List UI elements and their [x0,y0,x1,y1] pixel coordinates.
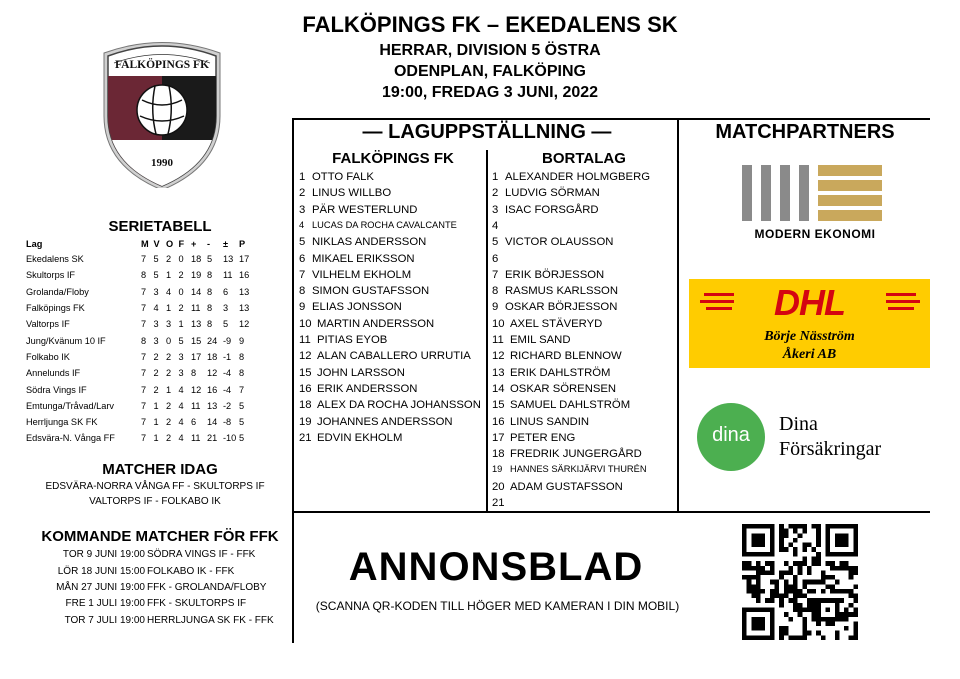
stat-cell: 7 [141,417,147,428]
stat-cell: 3 [153,286,159,297]
divider-lineup [486,150,488,512]
stat-cell: -2 [223,400,232,411]
player-number: 13 [492,366,505,379]
player-number: 10 [492,317,505,330]
player-number: 2 [492,187,499,200]
stat-cell: 5 [153,254,159,265]
stat-cell: 8 [191,368,197,379]
player-row [492,269,604,281]
player-number: 18 [299,399,312,412]
player-row [492,187,600,199]
player-number: 2 [299,187,306,200]
player-row [492,481,623,493]
division: HERRAR, DIVISION 5 ÖSTRA [379,42,601,59]
stat-cell: -8 [223,417,232,428]
team-name: Valtorps IF [26,319,70,330]
player-name: LUCAS DA ROCHA CAVALCANTE [312,219,457,230]
annonsblad-title: ANNONSBLAD [348,545,644,589]
stat-cell: 18 [191,254,202,265]
player-row [299,334,387,346]
stat-cell: 13 [223,254,234,265]
player-number: 17 [492,431,505,444]
team-name: Grolanda/Floby [26,286,89,297]
stat-cell: 7 [141,303,147,314]
stat-cell: 5 [153,270,159,281]
dina-name-line2: Försäkringar [779,438,882,460]
crest-year: 1990 [151,157,173,169]
player-row [492,383,616,395]
league-table [26,237,255,447]
stat-cell: 4 [178,400,184,411]
player-row [492,464,647,474]
player-row [492,432,575,444]
stat-cell: 7 [141,433,147,444]
col-header: F [178,239,185,249]
upcoming-date: TOR 7 JULI 19:00 [64,615,145,626]
stat-cell: 4 [153,303,159,314]
player-name: ELIAS JONSSON [312,301,402,314]
stat-cell: -10 [223,433,237,444]
stat-cell: 17 [239,254,250,265]
player-number: 19 [492,464,503,475]
player-row [492,236,613,248]
stat-cell: 16 [239,270,250,281]
stat-cell: 2 [166,433,172,444]
dhl-logo-text: DHL [774,282,845,323]
stat-cell: 3 [178,351,184,362]
stat-cell: 21 [207,433,218,444]
player-row [492,334,570,346]
modern-ekonomi-text: MODERN EKONOMI [754,227,876,241]
player-row [492,448,642,460]
col-header: V [153,239,160,249]
player-name: EMIL SAND [510,334,571,346]
team-name: Skultorps IF [26,270,76,281]
col-header: - [207,239,211,249]
player-number: 19 [299,415,312,428]
player-row [299,236,426,248]
upcoming-date: TOR 9 JUNI 19:00 [62,549,145,560]
stat-cell: 1 [153,417,159,428]
league-row [26,365,255,381]
col-header: Lag [26,239,43,249]
stat-cell: 2 [166,417,172,428]
player-row [299,187,391,199]
stat-cell: 8 [239,368,245,379]
player-number: 6 [492,252,499,265]
player-name: LINUS WILLBO [312,187,392,200]
annonsblad-subtitle: (SCANNA QR-KODEN TILL HÖGER MED KAMERAN I DIN MOBIL) [315,599,680,613]
player-name: MIKAEL ERIKSSON [312,252,415,265]
player-name: JOHN LARSSON [317,366,405,379]
player-row [299,204,417,216]
stat-cell: 4 [178,433,184,444]
stat-cell: 5 [178,335,184,346]
stat-cell: 8 [207,286,213,297]
league-row [26,414,255,430]
player-row [492,301,617,313]
col-header: + [191,239,197,249]
player-name: PETER ENG [510,431,576,444]
player-name: SIMON GUSTAFSSON [312,285,430,298]
stat-cell: 6 [191,417,197,428]
player-name: ALEX DA ROCHA JOHANSSON [317,399,481,412]
player-row [299,285,429,297]
stat-cell: 9 [239,335,245,346]
stat-cell: 11 [223,270,233,281]
stat-cell: 15 [191,335,202,346]
player-name: ERIK DAHLSTRÖM [510,366,611,379]
stat-cell: 0 [178,254,184,265]
player-number: 3 [492,203,499,216]
player-row [299,301,402,313]
player-name: RASMUS KARLSSON [505,285,618,298]
player-name: ADAM GUSTAFSSON [510,480,623,493]
stat-cell: 7 [141,351,147,362]
player-number: 15 [492,399,505,412]
col-header: P [239,239,246,249]
upcoming-date: LÖR 18 JUNI 15:00 [57,566,145,577]
stat-cell: 18 [207,351,218,362]
upcoming-game: FFK - SKULTORPS IF [147,598,247,609]
player-row [299,220,457,230]
player-number: 4 [492,219,499,232]
kickoff-time: 19:00, FREDAG 3 JUNI, 2022 [381,84,599,101]
player-number: 3 [299,203,306,216]
divider-bottom [292,511,930,513]
player-number: 1 [299,171,306,183]
stat-cell: 7 [141,400,147,411]
stat-cell: 1 [153,400,159,411]
stat-cell: -1 [223,351,232,362]
upcoming-game: FOLKABO IK - FFK [147,566,235,577]
stat-cell: 1 [166,303,172,314]
team-name: Ekedalens SK [26,254,84,265]
player-number: 8 [299,285,306,298]
stat-cell: 3 [153,319,159,330]
player-name: ALEXANDER HOLMGBERG [505,171,651,183]
league-row [26,316,255,332]
stat-cell: 3 [166,319,172,330]
stat-cell: 4 [178,417,184,428]
stat-cell: 0 [178,286,184,297]
stat-cell: 2 [178,303,184,314]
player-row [299,367,405,379]
player-name: ISAC FORSGÅRD [505,203,599,216]
stat-cell: 8 [141,270,147,281]
league-row [26,267,255,283]
player-name: SAMUEL DAHLSTRÖM [510,399,631,412]
player-number: 16 [492,415,505,428]
player-number: 16 [299,382,312,395]
stat-cell: 5 [239,433,245,444]
stat-cell: 12 [239,319,250,330]
player-number: 18 [492,448,505,461]
player-number: 6 [299,252,306,265]
modern-ekonomi-logo [742,163,882,223]
stat-cell: 7 [141,368,147,379]
player-name: ERIK BÖRJESSON [505,268,605,281]
dina-logo-text: dina [712,424,750,446]
league-row [26,284,255,300]
team-name: Herrljunga SK FK [26,417,98,428]
stat-cell: 16 [207,384,218,395]
player-row [299,416,453,428]
player-row [299,432,402,444]
stat-cell: 19 [191,270,202,281]
stat-cell: 12 [191,384,202,395]
player-name: OTTO FALK [312,171,374,183]
upcoming-game: SÖDRA VINGS IF - FFK [147,549,256,560]
match-title: FALKÖPINGS FK – EKEDALENS SK [302,12,678,37]
divider-left [292,118,294,643]
stat-cell: -4 [223,384,232,395]
stat-cell: 3 [153,335,159,346]
player-row [299,350,471,362]
stat-cell: 11 [191,303,201,314]
player-number: 7 [492,268,499,281]
away-team-title: BORTALAG [542,150,626,167]
stat-cell: 8 [207,319,213,330]
stat-cell: 12 [207,368,218,379]
league-row [26,430,255,446]
league-row [26,381,255,397]
player-row [492,204,599,216]
stat-cell: 5 [239,417,245,428]
player-number: 21 [299,431,312,444]
player-number: 12 [299,350,312,363]
player-row [299,269,411,281]
partners-title: MATCHPARTNERS [715,121,895,143]
stat-cell: -9 [223,335,232,346]
home-team-title: FALKÖPINGS FK [332,150,454,167]
player-number: 5 [492,236,499,249]
matcher-idag-title: MATCHER IDAG [102,461,218,478]
stat-cell: 4 [166,286,172,297]
stat-cell: 1 [166,270,172,281]
player-row [492,253,505,265]
league-row [26,300,255,316]
player-number: 21 [492,497,505,509]
stat-cell: 1 [166,384,172,395]
stat-cell: 7 [239,384,245,395]
team-name: Folkabo IK [26,351,70,362]
team-name: Södra Vings IF [26,384,87,395]
stat-cell: 2 [153,384,159,395]
stat-cell: 5 [239,400,245,411]
league-row [26,398,255,414]
stat-cell: 2 [166,351,172,362]
stat-cell: 11 [191,400,201,411]
team-name: Edsvära-N. Vånga FF [26,433,115,444]
league-header-row [26,237,255,251]
stat-cell: 8 [207,303,213,314]
player-name: OSKAR SÖRENSEN [510,382,617,395]
kommande-title: KOMMANDE MATCHER FÖR FFK [41,528,279,545]
stat-cell: 2 [166,368,172,379]
today-game: VALTORPS IF - FOLKABO IK [89,496,221,507]
stat-cell: 7 [141,286,147,297]
player-name: MARTIN ANDERSSON [317,317,435,330]
dina-name-line1: Dina [779,413,818,435]
upcoming-game: HERRLJUNGA SK FK - FFK [147,615,274,626]
team-name: Emtunga/Tråvad/Larv [26,400,115,411]
player-row [299,318,434,330]
venue: ODENPLAN, FALKÖPING [393,63,586,80]
player-name: PÄR WESTERLUND [312,203,418,216]
player-name: HANNES SÄRKIJÄRVI THURÉN [510,464,647,475]
player-name: RICHARD BLENNOW [510,350,622,363]
team-name: Annelunds IF [26,368,81,379]
player-number: 15 [299,366,312,379]
player-number: 11 [492,334,504,346]
stat-cell: 13 [239,303,250,314]
stat-cell: -4 [223,368,232,379]
stat-cell: 13 [207,400,218,411]
player-row [299,383,417,395]
team-name: Jung/Kvänum 10 IF [26,335,106,346]
player-row [492,350,622,362]
club-crest-logo [100,38,224,188]
stat-cell: 2 [153,368,159,379]
player-number: 12 [492,350,505,363]
crest-club-name: FALKÖPINGS FK [114,59,210,71]
stat-cell: 24 [207,335,218,346]
player-row [492,285,618,297]
player-name: OSKAR BÖRJESSON [505,301,618,314]
player-name: PITIAS EYOB [317,334,388,346]
player-row [299,399,481,411]
stat-cell: 8 [141,335,147,346]
stat-cell: 4 [178,384,184,395]
player-name: JOHANNES ANDERSSON [317,415,453,428]
stat-cell: 2 [166,400,172,411]
stat-cell: 6 [223,286,229,297]
col-header: ± [223,239,229,249]
stat-cell: 14 [191,286,202,297]
player-row [492,318,602,330]
stat-cell: 0 [166,335,172,346]
upcoming-game: FFK - GROLANDA/FLOBY [147,582,267,593]
stat-cell: 13 [239,286,250,297]
stat-cell: 17 [191,351,202,362]
player-number: 11 [299,334,311,346]
player-row [492,367,610,379]
league-row [26,251,255,267]
stat-cell: 3 [223,303,229,314]
qr-code[interactable] [739,524,861,640]
lineup-title: — LAGUPPSTÄLLNING — [362,121,612,143]
player-name: LUDVIG SÖRMAN [505,187,600,200]
player-number: 7 [299,268,306,281]
stat-cell: 7 [141,319,147,330]
player-number: 14 [492,382,505,395]
player-name: ALAN CABALLERO URRUTIA [317,350,471,363]
stat-cell: 8 [239,351,245,362]
player-number: 9 [299,301,306,314]
stat-cell: 8 [207,270,213,281]
player-name: NIKLAS ANDERSSON [312,236,427,249]
player-row [492,399,630,411]
player-name: EDVIN EKHOLM [317,431,403,444]
player-row [492,497,510,509]
stat-cell: 5 [223,319,229,330]
player-number: 4 [299,219,305,230]
league-row [26,349,255,365]
col-header: M [141,239,149,249]
player-row [492,171,650,183]
today-game: EDSVÄRA-NORRA VÅNGA FF - SKULTORPS IF [45,481,265,492]
stat-cell: 14 [207,417,218,428]
upcoming-date: FRE 1 JULI 19:00 [65,598,145,609]
player-number: 9 [492,301,499,314]
stat-cell: 2 [153,351,159,362]
upcoming-date: MÅN 27 JUNI 19:00 [56,582,145,593]
stat-cell: 2 [178,270,184,281]
player-row [492,416,589,428]
player-name: VILHELM EKHOLM [312,268,412,281]
team-name: Falköpings FK [26,303,85,314]
stat-cell: 7 [141,384,147,395]
serietabell-title: SERIETABELL [108,218,212,235]
stat-cell: 2 [166,254,172,265]
player-name: LINUS SANDIN [510,415,590,428]
player-number: 5 [299,236,306,249]
divider-partners [677,118,679,512]
divider-top [292,118,930,120]
stat-cell: 11 [191,433,201,444]
stat-cell: 3 [178,368,184,379]
player-row [492,220,505,232]
player-row [299,253,415,265]
player-name: FREDRIK JUNGERGÅRD [510,448,642,461]
player-name: ERIK ANDERSSON [317,382,418,395]
stat-cell: 7 [141,254,147,265]
player-number: 1 [492,171,499,183]
stat-cell: 5 [207,254,213,265]
player-row [299,171,374,183]
stat-cell: 1 [178,319,184,330]
player-name: AXEL STÄVERYD [510,317,603,330]
player-number: 8 [492,285,499,298]
player-number: 20 [492,480,505,493]
dhl-company-line1: Börje Näsström [764,329,855,344]
league-row [26,332,255,348]
dhl-company-line2: Åkeri AB [782,347,837,362]
stat-cell: 1 [153,433,159,444]
col-header: O [166,239,174,249]
stat-cell: 13 [191,319,202,330]
player-name: VICTOR OLAUSSON [505,236,614,249]
player-number: 10 [299,317,312,330]
